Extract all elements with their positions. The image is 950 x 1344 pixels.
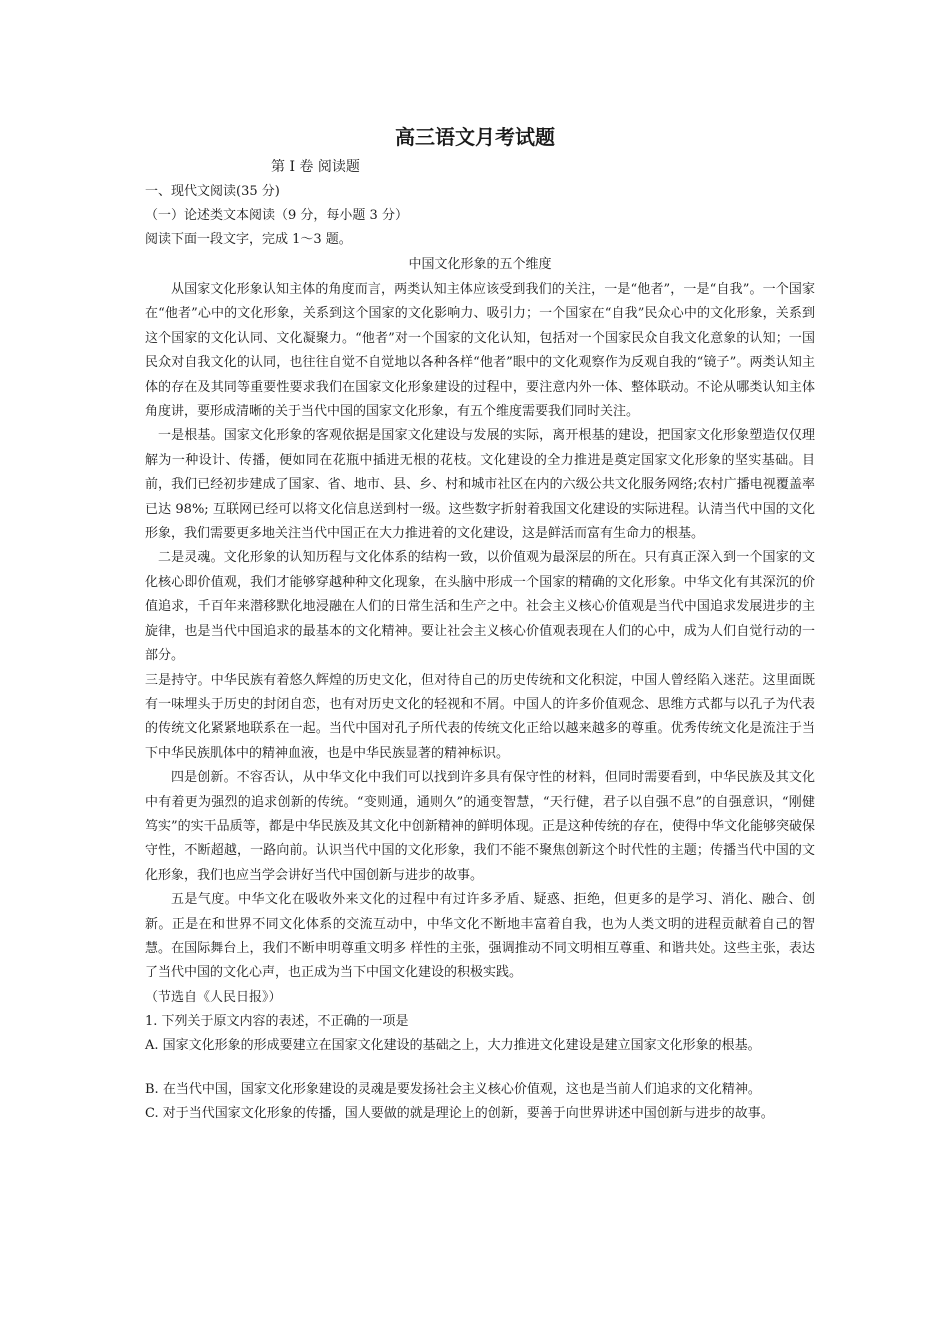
article-paragraph-roots: 一是根基。国家文化形象的客观依据是国家文化建设与发展的实际，离开根基的建设，把国家文化形象塑造仅仅理解为一种设计、传播，便如同在花瓶中插进无根的花枝。文化建设的全力推进是奠定国家文化形象的坚实基础。目前，我们已经初步建成了国家、省、地市、县、乡、村和城市社区在内的六级公共文化服务网络;农村广播电视覆盖率已达 98%; 互联网已经可以将文化信息送到村一级。这些数字折射着我国文化建设的实际进程。认清当代中国的文化形象，我们需要更多地关注当代中国正在大力推进着的文化建设，这是鲜活而富有生命力的根基。: [145, 428, 815, 542]
question-1-option-a: A. 国家文化形象的形成要建立在国家文化建设的基础之上，大力推进文化建设是建立国家文化形象的根基。: [145, 1037, 761, 1053]
question-1-option-c: C. 对于当代国家文化形象的传播，国人要做的就是理论上的创新，要善于向世界讲述中国创新与进步的故事。: [145, 1105, 774, 1121]
section-heading: 一、现代文阅读(35 分): [145, 184, 280, 199]
article-source: （节选自《人民日报》）: [145, 989, 282, 1005]
subsection-heading: （一）论述类文本阅读（9 分，每小题 3 分）: [145, 208, 408, 223]
article-paragraph-soul: 二是灵魂。文化形象的认知历程与文化体系的结构一致，以价值观为最深层的所在。只有真正深入到一个国家的文化核心即价值观，我们才能够穿越种种文化现象，在头脑中形成一个国家的精确的文化形象。中华文化有其深沉的价值追求，千百年来潜移默化地浸融在人们的日常生活和生产之中。社会主义核心价值观是当代中国追求发展进步的主旋律，也是当代中国追求的最基本的文化精神。要让社会主义核心价值观表现在人们的心中，成为人们自觉行动的一部分。: [145, 550, 815, 664]
question-1-option-b: B. 在当代中国，国家文化形象建设的灵魂是要发扬社会主义核心价值观，这也是当前人们追求的文化精神。: [145, 1081, 761, 1097]
part-heading: 第 I 卷 阅读题: [271, 159, 360, 175]
reading-instruction: 阅读下面一段文字，完成 1～3 题。: [145, 232, 352, 247]
exam-title: 高三语文月考试题: [395, 125, 555, 149]
article-title: 中国文化形象的五个维度: [408, 257, 552, 272]
question-1-stem: 1. 下列关于原文内容的表述，不正确的一项是: [145, 1013, 409, 1029]
article-paragraph-openness: 五是气度。中华文化在吸收外来文化的过程中有过许多矛盾、疑惑、拒绝，但更多的是学习、消化、融合、创新。正是在和世界不同文化体系的交流互动中，中华文化不断地丰富着自我，也为人类文明的进程贡献着自己的智慧。在国际舞台上，我们不断申明尊重文明多 样性的主张，强调推动不同文明相互尊重、和谐共处。这些主张，表达了当代中国的文化心声，也正成为当下中国文化建设的积极实践。: [145, 892, 815, 981]
article-paragraph-innovation: 四是创新。不容否认，从中华文化中我们可以找到许多具有保守性的材料，但同时需要看到，中华民族及其文化中有着更为强烈的追求创新的传统。“变则通，通则久”的通变智慧，“天行健，君子以自强不息”的自强意识，“刚健笃实”的实干品质等，都是中华民族及其文化中创新精神的鲜明体现。正是这种传统的存在，使得中华文化能够突破保守性，不断超越，一路向前。认识当代中国的文化形象，我们不能不聚焦创新这个时代性的主题；传播当代中国的文化形象，我们也应当学会讲好当代中国创新与进步的故事。: [145, 770, 815, 883]
article-paragraph-tradition: 三是持守。中华民族有着悠久辉煌的历史文化，但对待自己的历史传统和文化积淀，中国人曾经陷入迷茫。这里面既有一味埋头于历史的封闭自恋，也有对历史文化的轻视和不屑。中国人的许多价值观念、思维方式都与以孔子为代表的传统文化紧紧地联系在一起。当代中国对孔子所代表的传统文化正给以越来越多的尊重。优秀传统文化是流注于当下中华民族肌体中的精神血液，也是中华民族显著的精神标识。: [145, 672, 815, 761]
exam-page: [145, 120, 815, 1126]
article-paragraph-intro: 从国家文化形象认知主体的角度而言，两类认知主体应该受到我们的关注，一是“他者”，一是“自我”。一个国家在“他者”心中的文化形象，关系到这个国家的文化影响力、吸引力；一个国家在“自我”民众心中的文化形象，关系到这个国家的文化认同、文化凝聚力。“他者”对一个国家的文化认知，包括对一个国家民众自我文化意象的认知；一国民众对自我文化的认同，也往往自觉不自觉地以各种各样“他者”眼中的文化观察作为反观自我的“镜子”。两类认知主体的存在及其同等重要性要求我们在国家文化形象建设的过程中，要注意内外一体、整体联动。不论从哪类认知主体角度讲，要形成清晰的关于当代中国的国家文化形象，有五个维度需要我们同时关注。: [145, 282, 815, 420]
spacer: [145, 1058, 815, 1078]
